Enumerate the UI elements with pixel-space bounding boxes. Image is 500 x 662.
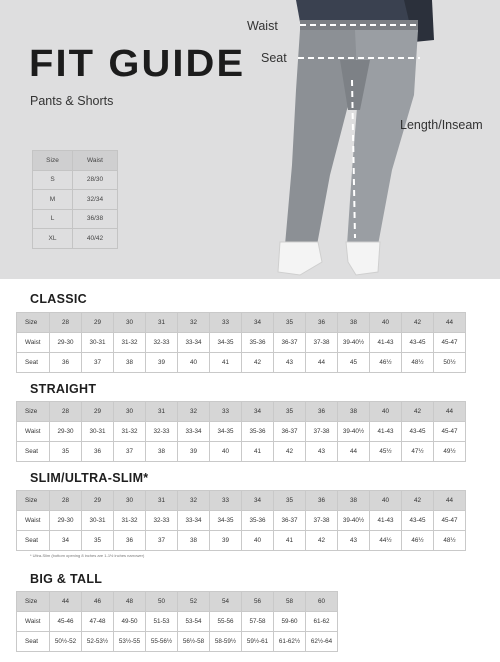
- seat-cell: 41: [274, 531, 306, 551]
- slim-size-table: [16, 490, 466, 551]
- waist-cell: 39-40½: [338, 422, 370, 442]
- size-cell: 40: [370, 313, 402, 333]
- waist-cell: 45-47: [434, 422, 466, 442]
- seat-cell: 59½-61: [242, 632, 274, 652]
- size-cell: 38: [338, 491, 370, 511]
- waist-row: [17, 422, 466, 442]
- size-row: [17, 313, 466, 333]
- row-label: Seat: [17, 442, 50, 462]
- seat-cell: 44: [338, 442, 370, 462]
- seat-row: [17, 353, 466, 373]
- seat-cell: 38: [178, 531, 210, 551]
- size-cell: 35: [274, 491, 306, 511]
- size-cell: 58: [274, 592, 306, 612]
- size-cell: 32: [178, 313, 210, 333]
- seat-cell: 40: [178, 353, 210, 373]
- seat-cell: 62½-64: [306, 632, 338, 652]
- seat-cell: 38: [114, 353, 146, 373]
- row-label: Waist: [17, 333, 50, 353]
- size-cell: 48: [114, 592, 146, 612]
- seat-cell: 52-53½: [82, 632, 114, 652]
- waist-cell: 35-36: [242, 333, 274, 353]
- mini-size: S: [33, 170, 73, 190]
- seat-cell: 42: [306, 531, 338, 551]
- size-cell: 36: [306, 313, 338, 333]
- page-subtitle: Pants & Shorts: [30, 94, 114, 108]
- size-cell: 33: [210, 402, 242, 422]
- size-cell: 28: [50, 313, 82, 333]
- size-cell: 44: [434, 313, 466, 333]
- waist-cell: 39-40½: [338, 511, 370, 531]
- seat-cell: 55-56½: [146, 632, 178, 652]
- waist-cell: 29-30: [50, 333, 82, 353]
- waist-cell: 31-32: [114, 422, 146, 442]
- size-cell: 35: [274, 402, 306, 422]
- waist-cell: 61-62: [306, 612, 338, 632]
- waist-cell: 41-43: [370, 333, 402, 353]
- size-cell: 44: [50, 592, 82, 612]
- size-cell: 44: [434, 402, 466, 422]
- row-label: Seat: [17, 632, 50, 652]
- seat-cell: 61-62½: [274, 632, 306, 652]
- seat-cell: 43: [338, 531, 370, 551]
- seat-cell: 39: [178, 442, 210, 462]
- seat-cell: 36: [82, 442, 114, 462]
- size-cell: 52: [178, 592, 210, 612]
- seat-cell: 39: [210, 531, 242, 551]
- waist-cell: 45-46: [50, 612, 82, 632]
- size-cell: 60: [306, 592, 338, 612]
- row-label: Waist: [17, 511, 50, 531]
- waist-cell: 39-40½: [338, 333, 370, 353]
- size-cell: 28: [50, 402, 82, 422]
- waist-cell: 33-34: [178, 333, 210, 353]
- waist-cell: 53-54: [178, 612, 210, 632]
- seat-cell: 42: [274, 442, 306, 462]
- seat-cell: 38: [146, 442, 178, 462]
- size-cell: 30: [114, 491, 146, 511]
- size-cell: 40: [370, 402, 402, 422]
- waist-cell: 55-56: [210, 612, 242, 632]
- size-cell: 30: [114, 313, 146, 333]
- seat-cell: 44½: [370, 531, 402, 551]
- seat-cell: 41: [210, 353, 242, 373]
- waist-cell: 45-47: [434, 333, 466, 353]
- waist-cell: 32-33: [146, 333, 178, 353]
- seat-cell: 50½: [434, 353, 466, 373]
- size-cell: 40: [370, 491, 402, 511]
- seat-cell: 36: [114, 531, 146, 551]
- waist-cell: 37-38: [306, 422, 338, 442]
- size-cell: 34: [242, 402, 274, 422]
- ultra-slim-footnote: * Ultra-Slim (bottom opening 8 inches are 1-1½ inches narrower): [30, 553, 145, 558]
- waist-cell: 33-34: [178, 511, 210, 531]
- seat-cell: 58-59½: [210, 632, 242, 652]
- waist-cell: 43-45: [402, 422, 434, 442]
- mini-header-waist: Waist: [73, 151, 118, 171]
- big-tall-size-table: [16, 591, 338, 652]
- waist-cell: 51-53: [146, 612, 178, 632]
- seat-cell: 45: [338, 353, 370, 373]
- waist-cell: 31-32: [114, 333, 146, 353]
- row-label: Seat: [17, 531, 50, 551]
- size-cell: 29: [82, 402, 114, 422]
- waist-cell: 36-37: [274, 511, 306, 531]
- seat-cell: 37: [82, 353, 114, 373]
- waist-cell: 34-35: [210, 511, 242, 531]
- size-cell: 44: [434, 491, 466, 511]
- size-cell: 32: [178, 402, 210, 422]
- row-label: Size: [17, 402, 50, 422]
- seat-row: [17, 531, 466, 551]
- size-cell: 36: [306, 402, 338, 422]
- seat-cell: 48½: [402, 353, 434, 373]
- waist-cell: 29-30: [50, 422, 82, 442]
- seat-cell: 40: [242, 531, 274, 551]
- seat-cell: 36: [50, 353, 82, 373]
- right-shoe-shape: [346, 242, 380, 275]
- waist-cell: 45-47: [434, 511, 466, 531]
- row-label: Size: [17, 313, 50, 333]
- seat-cell: 34: [50, 531, 82, 551]
- size-cell: 42: [402, 491, 434, 511]
- pants-model-illustration: [0, 0, 500, 279]
- waist-cell: 35-36: [242, 511, 274, 531]
- seat-cell: 41: [242, 442, 274, 462]
- straight-size-table: [16, 401, 466, 462]
- size-cell: 29: [82, 491, 114, 511]
- size-cell: 33: [210, 313, 242, 333]
- fit-guide-hero: [0, 0, 500, 279]
- size-cell: 31: [146, 313, 178, 333]
- seat-cell: 35: [50, 442, 82, 462]
- size-cell: 34: [242, 313, 274, 333]
- waist-cell: 34-35: [210, 333, 242, 353]
- mini-waist: 40/42: [73, 229, 118, 249]
- waist-label: Waist: [247, 19, 278, 33]
- classic-size-table: [16, 312, 466, 373]
- seat-cell: 39: [146, 353, 178, 373]
- waist-cell: 34-35: [210, 422, 242, 442]
- seat-cell: 42: [242, 353, 274, 373]
- seat-cell: 46½: [402, 531, 434, 551]
- seat-cell: 37: [114, 442, 146, 462]
- waist-cell: 29-30: [50, 511, 82, 531]
- row-label: Waist: [17, 612, 50, 632]
- waist-cell: 35-36: [242, 422, 274, 442]
- waist-cell: 30-31: [82, 511, 114, 531]
- waist-cell: 31-32: [114, 511, 146, 531]
- waist-cell: 41-43: [370, 511, 402, 531]
- size-cell: 42: [402, 402, 434, 422]
- waist-row: [17, 511, 466, 531]
- size-cell: 38: [338, 402, 370, 422]
- seat-cell: 48½: [434, 531, 466, 551]
- page-title: FIT GUIDE: [29, 43, 246, 85]
- waist-cell: 37-38: [306, 511, 338, 531]
- size-cell: 56: [242, 592, 274, 612]
- straight-section-title: STRAIGHT: [30, 382, 97, 396]
- left-shoe-shape: [278, 242, 322, 275]
- seat-cell: 37: [146, 531, 178, 551]
- waist-cell: 33-34: [178, 422, 210, 442]
- waist-cell: 59-60: [274, 612, 306, 632]
- seat-row: [17, 632, 338, 652]
- length-inseam-label: Length/Inseam: [400, 118, 483, 132]
- waist-cell: 36-37: [274, 333, 306, 353]
- waist-cell: 41-43: [370, 422, 402, 442]
- size-cell: 46: [82, 592, 114, 612]
- waist-cell: 43-45: [402, 511, 434, 531]
- waist-cell: 49-50: [114, 612, 146, 632]
- size-cell: 36: [306, 491, 338, 511]
- seat-cell: 43: [274, 353, 306, 373]
- waist-cell: 47-48: [82, 612, 114, 632]
- size-cell: 28: [50, 491, 82, 511]
- waist-cell: 32-33: [146, 422, 178, 442]
- waist-cell: 43-45: [402, 333, 434, 353]
- seat-cell: 35: [82, 531, 114, 551]
- mini-size: XL: [33, 229, 73, 249]
- seat-cell: 46½: [370, 353, 402, 373]
- size-cell: 31: [146, 491, 178, 511]
- size-row: [17, 402, 466, 422]
- waist-cell: 30-31: [82, 422, 114, 442]
- size-row: [17, 491, 466, 511]
- row-label: Seat: [17, 353, 50, 373]
- size-cell: 38: [338, 313, 370, 333]
- mini-size: M: [33, 190, 73, 210]
- waist-cell: 36-37: [274, 422, 306, 442]
- size-cell: 42: [402, 313, 434, 333]
- seat-cell: 45½: [370, 442, 402, 462]
- size-cell: 54: [210, 592, 242, 612]
- mini-size: L: [33, 209, 73, 229]
- seat-label: Seat: [261, 51, 287, 65]
- row-label: Size: [17, 491, 50, 511]
- slim-section-title: SLIM/ULTRA-SLIM*: [30, 471, 149, 485]
- seat-cell: 44: [306, 353, 338, 373]
- seat-cell: 47½: [402, 442, 434, 462]
- row-label: Waist: [17, 422, 50, 442]
- waist-cell: 32-33: [146, 511, 178, 531]
- seat-cell: 56½-58: [178, 632, 210, 652]
- size-cell: 29: [82, 313, 114, 333]
- waist-row: [17, 612, 338, 632]
- waist-cell: 57-58: [242, 612, 274, 632]
- seat-cell: 53½-55: [114, 632, 146, 652]
- row-label: Size: [17, 592, 50, 612]
- waist-row: [17, 333, 466, 353]
- size-row: [17, 592, 338, 612]
- size-cell: 30: [114, 402, 146, 422]
- mini-waist: 32/34: [73, 190, 118, 210]
- size-cell: 50: [146, 592, 178, 612]
- mini-header-size: Size: [33, 151, 73, 171]
- size-cell: 32: [178, 491, 210, 511]
- big-tall-section-title: BIG & TALL: [30, 572, 103, 586]
- seat-cell: 49½: [434, 442, 466, 462]
- waist-cell: 30-31: [82, 333, 114, 353]
- size-cell: 33: [210, 491, 242, 511]
- waist-cell: 37-38: [306, 333, 338, 353]
- size-cell: 35: [274, 313, 306, 333]
- mini-waist: 28/30: [73, 170, 118, 190]
- seat-cell: 40: [210, 442, 242, 462]
- classic-section-title: CLASSIC: [30, 292, 87, 306]
- seat-cell: 43: [306, 442, 338, 462]
- mini-waist: 36/38: [73, 209, 118, 229]
- seat-cell: 50½-52: [50, 632, 82, 652]
- seat-row: [17, 442, 466, 462]
- size-cell: 34: [242, 491, 274, 511]
- size-cell: 31: [146, 402, 178, 422]
